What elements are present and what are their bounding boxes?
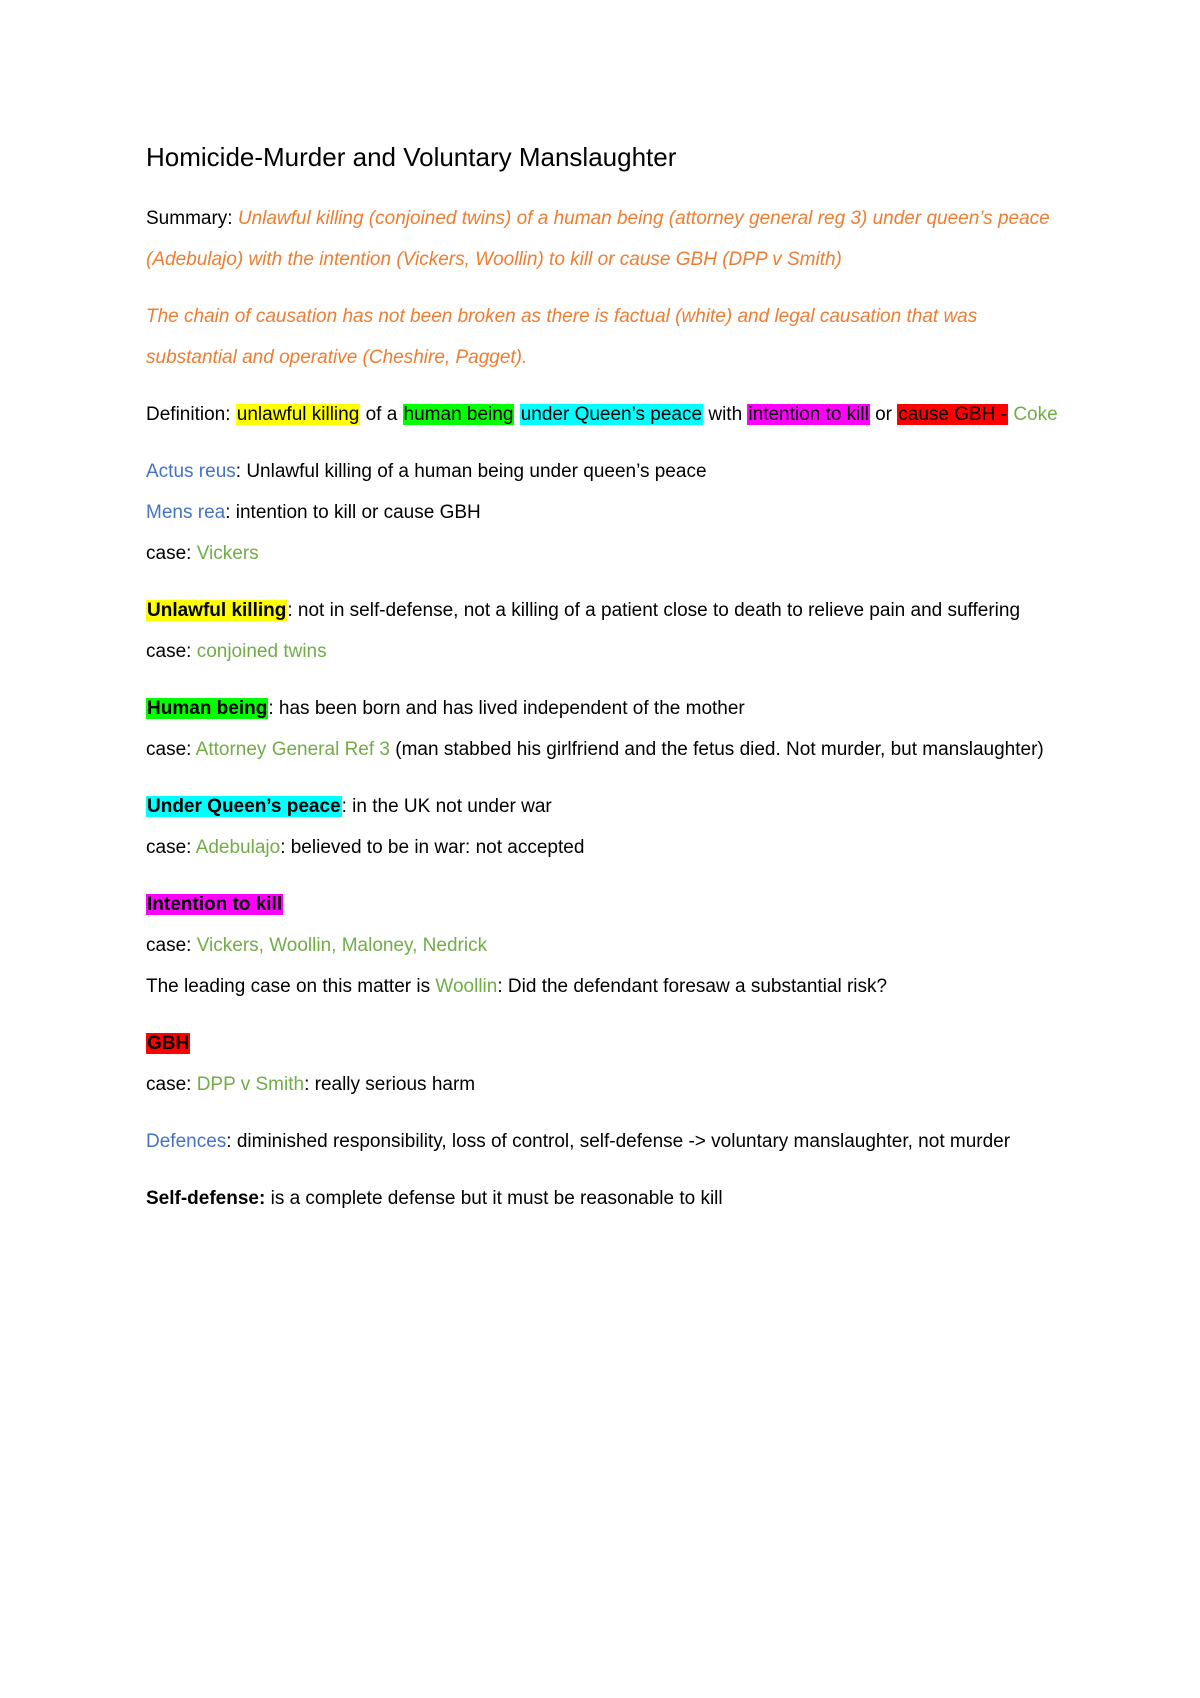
defences-text: : diminished responsibility, loss of control, self-defense -> voluntary manslaughter, not murder: [226, 1131, 1011, 1152]
self-defense-paragraph: [146, 1178, 1066, 1219]
document-content: [146, 140, 1066, 1219]
case-value: Attorney General Ref 3: [195, 739, 390, 760]
defences-paragraph: [146, 1121, 1066, 1162]
case-note: : believed to be in war: not accepted: [280, 837, 585, 858]
queens-peace-case-line: [146, 827, 1066, 868]
case-label: case:: [146, 837, 196, 858]
definition-label: Definition:: [146, 404, 236, 425]
definition-space: [514, 404, 519, 425]
mens-rea-text: : intention to kill or cause GBH: [225, 502, 481, 523]
unlawful-killing-text: : not in self-defense, not a killing of a patient close to death to relieve pain and suffering: [287, 600, 1021, 621]
mens-rea-line: [146, 492, 1066, 533]
leading-case-suffix: : Did the defendant foresaw a substantial risk?: [497, 976, 888, 997]
case-value: Vickers, Woollin, Maloney, Nedrick: [196, 935, 488, 956]
queens-peace-text: : in the UK not under war: [341, 796, 552, 817]
intention-heading-line: [146, 884, 1066, 925]
definition-source-coke: Coke: [1013, 404, 1058, 425]
summary-label: Summary:: [146, 208, 238, 229]
queens-peace-heading: Under Queen’s peace: [147, 796, 341, 817]
case-value: Adebulajo: [195, 837, 281, 858]
human-being-paragraph: [146, 688, 1066, 729]
case-label: case:: [146, 1074, 197, 1095]
definition-connector: of a: [360, 404, 403, 425]
actus-reus-text: : Unlawful killing of a human being under queen’s peace: [235, 461, 707, 482]
highlight-unlawful-killing: unlawful killing: [236, 404, 360, 425]
unlawful-killing-heading: Unlawful killing: [147, 600, 287, 621]
case-value: conjoined twins: [196, 641, 327, 662]
actus-reus-line: [146, 451, 1066, 492]
gbh-case-line: [146, 1064, 1066, 1105]
case-value: DPP v Smith: [196, 1074, 305, 1095]
unlawful-killing-case-line: [146, 631, 1066, 672]
leading-case-prefix: The leading case on this matter is: [146, 976, 436, 997]
intention-heading: Intention to kill: [147, 894, 283, 915]
mens-rea-label: Mens rea: [146, 502, 226, 523]
gbh-heading: GBH: [147, 1033, 190, 1054]
definition-paragraph: [146, 394, 1066, 435]
document-title: Homicide-Murder and Voluntary Manslaughter: [146, 142, 677, 172]
defences-label: Defences: [146, 1131, 227, 1152]
unlawful-killing-paragraph: [146, 590, 1066, 631]
case-label: case:: [146, 641, 197, 662]
highlight-intention: intention to kill: [748, 404, 869, 425]
leading-case-value: Woollin: [435, 976, 498, 997]
case-vickers-line: [146, 533, 1066, 574]
self-defense-text: is a complete defense but it must be reasonable to kill: [265, 1188, 723, 1209]
actus-reus-label: Actus reus: [146, 461, 236, 482]
case-note: (man stabbed his girlfriend and the fetus died. Not murder, but manslaughter): [389, 739, 1044, 760]
human-being-case-line: [146, 729, 1066, 770]
queens-peace-paragraph: [146, 786, 1066, 827]
case-note: : really serious harm: [304, 1074, 476, 1095]
highlight-cause-gbh: cause GBH -: [898, 404, 1008, 425]
summary-paragraph: [146, 198, 1066, 280]
case-label: case:: [146, 935, 197, 956]
leading-case-line: [146, 966, 1066, 1007]
gbh-heading-line: [146, 1023, 1066, 1064]
definition-connector-with: with: [703, 404, 748, 425]
case-value: Vickers: [196, 543, 259, 564]
case-label: case:: [146, 739, 196, 760]
self-defense-label: Self-defense:: [146, 1188, 266, 1209]
definition-connector-or: or: [869, 404, 898, 425]
case-label: case:: [146, 543, 197, 564]
summary-text: Unlawful killing (conjoined twins) of a human being (attorney general reg 3) under queen’s peace (Adebulajo) with the intention (Vickers, Woollin) to kill or cause GBH (DPP v Smith): [146, 208, 1050, 270]
human-being-text: : has been born and has lived independent of the mother: [268, 698, 745, 719]
human-being-heading: Human being: [147, 698, 268, 719]
highlight-queens-peace: under Queen’s peace: [520, 404, 703, 425]
highlight-human-being: human being: [403, 404, 514, 425]
intention-case-line: [146, 925, 1066, 966]
causation-paragraph: The chain of causation has not been broken as there is factual (white) and legal causation that was substantial and operative (Cheshire, Pagget).: [146, 306, 978, 368]
